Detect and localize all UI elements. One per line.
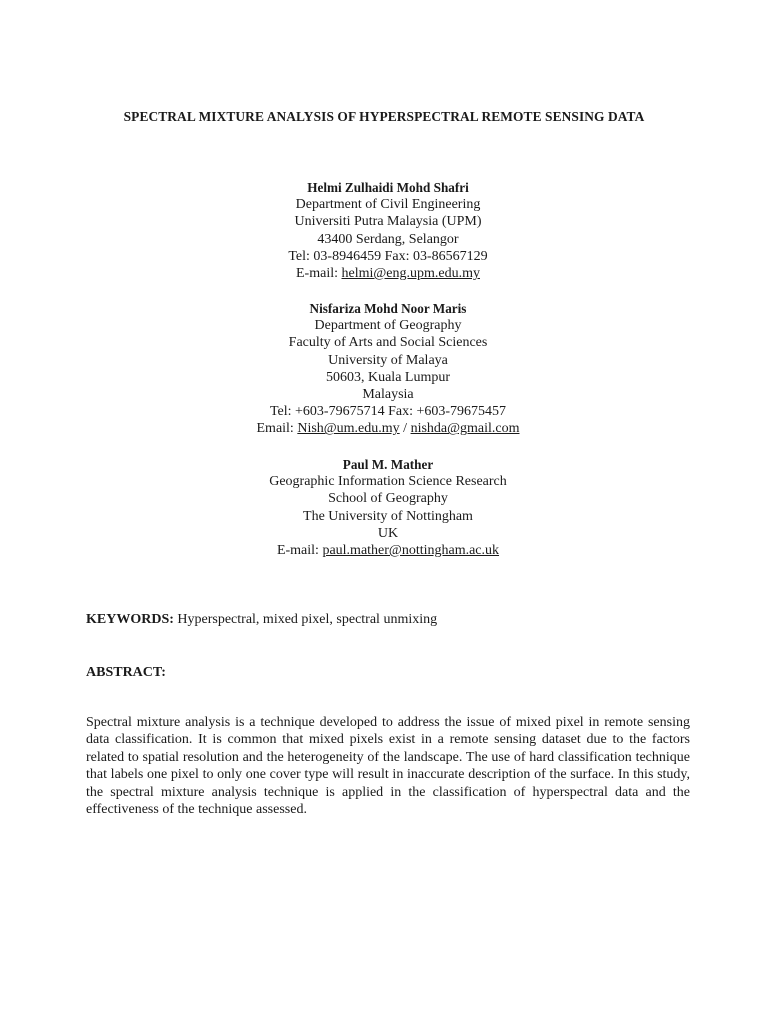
phone-line: Tel: 03-8946459 Fax: 03-86567129 <box>288 248 488 264</box>
address-line: 50603, Kuala Lumpur <box>325 369 451 385</box>
email-link-secondary[interactable]: nishda@gmail.com <box>410 421 520 437</box>
author-name: Nisfariza Mohd Noor Maris <box>309 301 467 316</box>
author-block <box>0 300 768 438</box>
email-label: E-mail: <box>276 543 323 559</box>
affiliation-line: Department of Civil Engineering <box>295 197 481 213</box>
keywords-label: KEYWORDS: <box>86 612 174 627</box>
affiliation-line: School of Geography <box>328 491 448 507</box>
affiliation-line: Geographic Information Science Research <box>269 474 507 490</box>
address-line: UK <box>377 525 399 541</box>
phone-line: Tel: +603-79675714 Fax: +603-79675457 <box>269 404 507 420</box>
email-line <box>0 542 768 559</box>
affiliation-line: Faculty of Arts and Social Sciences <box>288 335 488 351</box>
paper-title: SPECTRAL MIXTURE ANALYSIS OF HYPERSPECTRAL REMOTE SENSING DATA <box>123 109 645 124</box>
email-line <box>0 420 768 437</box>
address-line: Malaysia <box>362 387 414 403</box>
email-link[interactable]: helmi@eng.upm.edu.my <box>341 266 480 282</box>
abstract-heading: ABSTRACT: <box>86 665 166 680</box>
author-block <box>0 179 768 282</box>
abstract-body: Spectral mixture analysis is a technique developed to address the issue of mixed pixel in remote sensing data classification. It is common that mixed pixels exist in a remote sensing dataset due to the factors related to spatial resolution and the heterogeneity of the landscape. The use of hard classification technique that labels one pixel to only one cover type will result in inaccurate description of the surface. In this study, the spectral mixture analysis technique is applied in the classification of hyperspectral data and the effectiveness of the technique assessed. <box>86 715 690 818</box>
keywords-line <box>86 612 437 628</box>
keywords-text: Hyperspectral, mixed pixel, spectral unmixing <box>173 612 438 627</box>
affiliation-line: Department of Geography <box>314 318 462 334</box>
email-label: Email: <box>256 421 298 437</box>
address-line: 43400 Serdang, Selangor <box>317 231 459 247</box>
email-label: E-mail: <box>296 266 342 282</box>
author-name: Paul M. Mather <box>342 457 434 472</box>
affiliation-line: University of Malaya <box>328 352 448 368</box>
affiliation-line: Universiti Putra Malaysia (UPM) <box>294 214 482 230</box>
email-line <box>0 265 768 282</box>
affiliation-line: The University of Nottingham <box>303 508 473 524</box>
email-link[interactable]: Nish@um.edu.my <box>297 421 400 437</box>
author-name: Helmi Zulhaidi Mohd Shafri <box>307 180 469 195</box>
email-link[interactable]: paul.mather@nottingham.ac.uk <box>322 543 500 559</box>
author-block <box>0 456 768 559</box>
email-separator: / <box>399 421 411 437</box>
